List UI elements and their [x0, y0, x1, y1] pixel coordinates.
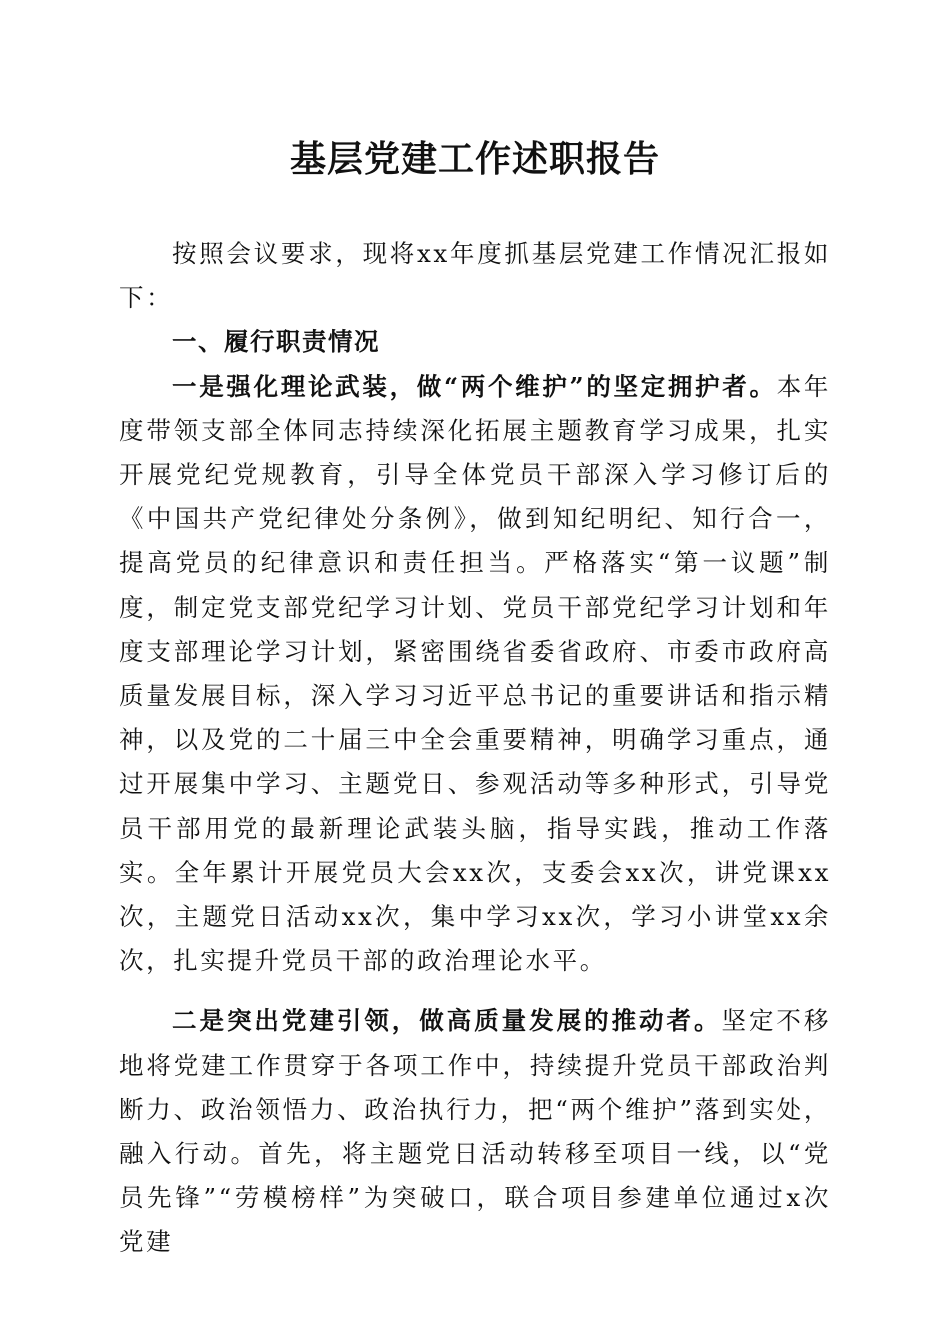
intro-paragraph: 按照会议要求，现将xx年度抓基层党建工作情况汇报如下： — [119, 239, 831, 313]
paragraph-lead: 二是突出党建引领，做高质量发展的推动者。 — [172, 1006, 722, 1036]
paragraph-body: 本年度带领支部全体同志持续深化拓展主题教育学习成果，扎实开展党纪党规教育，引导全体党员干部深入学习修订后的《中国共产党纪律处分条例》，做到知纪明纪、知行合一，提高党员的纪律意识和责任担当。严格落实“第一议题”制度，制定党支部党纪学习计划、党员干部党纪学习计划和年度支部理论学习计划，紧密围绕省委省政府、市委市政府高质量发展目标，深入学习习近平总书记的重要讲话和指示精神，以及党的二十届三中全会重要精神，明确学习重点，通过开展集中学习、主题党日、参观活动等多种形式，引导党员干部用党的最新理论武装头脑，指导实践，推动工作落实。全年累计开展党员大会xx次，支委会xx次，讲党课xx次，主题党日活动xx次，集中学习xx次，学习小讲堂xx余次，扎实提升党员干部的政治理论水平。 — [119, 371, 831, 976]
paragraph-theory-study — [119, 365, 831, 984]
paragraph-lead: 一是强化理论武装，做“两个维护”的坚定拥护者。 — [172, 371, 777, 401]
document-body — [119, 232, 831, 1265]
document-title: 基层党建工作述职报告 — [289, 138, 660, 180]
section-heading: 一、履行职责情况 — [172, 327, 380, 357]
paragraph-party-leadership — [119, 999, 831, 1264]
paragraph-body: 坚定不移地将党建工作贯穿于各项工作中，持续提升党员干部政治判断力、政治领悟力、政治执行力，把“两个维护”落到实处，融入行动。首先，将主题党日活动转移至项目一线，以“党员先锋”“劳模榜样”为突破口，联合项目参建单位通过x次党建 — [119, 1006, 832, 1257]
